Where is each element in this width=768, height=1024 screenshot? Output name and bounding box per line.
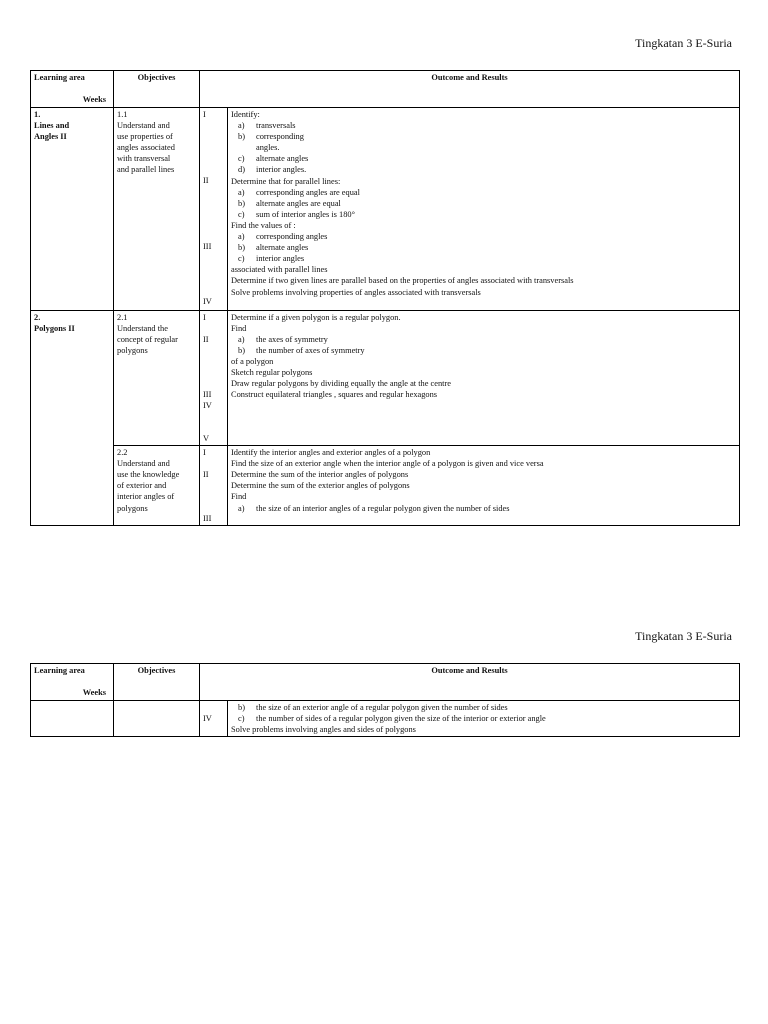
level-label: I [203, 448, 206, 458]
objective-line: with transversal [117, 154, 171, 164]
objective-line: of exterior and [117, 481, 167, 491]
outcome-line: Find [231, 492, 247, 502]
page-header: Tingkatan 3 E-Suria [635, 36, 732, 50]
outcome-line: Determine if two given lines are parallel based on the properties of angles associated with transversals [231, 276, 574, 286]
objective-line: Understand the [117, 323, 168, 333]
outcome-line: Find the values of : [231, 220, 296, 230]
outcome-item: a) corresponding angles are equal [238, 187, 360, 197]
area-number: 2. [34, 312, 41, 322]
outcome-item: angles. [256, 143, 280, 153]
objective-line: polygons [117, 503, 148, 513]
objective-line: and parallel lines [117, 165, 175, 175]
level-label: II [203, 334, 209, 344]
outcome-item: b) the size of an exterior angle of a regular polygon given the number of sides [238, 703, 508, 712]
learning-area-cell [31, 701, 114, 737]
outcome-item: a) the size of an interior angles of a regular polygon given the number of sides [238, 503, 510, 513]
outcome-line: Identify the interior angles and exterior angles of a polygon [231, 448, 431, 458]
outcome-line: Find [231, 323, 247, 333]
outcome-cell [228, 108, 740, 311]
outcome-line: Solve problems involving angles and sides of polygons [231, 725, 416, 735]
outcome-item: c) sum of interior angles is 180° [238, 209, 355, 219]
outcome-header: Outcome and Results [200, 71, 740, 108]
outcome-line: Determine the sum of the exterior angles of polygons [231, 481, 410, 491]
table-header-row [31, 664, 740, 701]
outcome-item: c) alternate angles [238, 154, 309, 164]
area-number: 1. [34, 110, 41, 119]
weeks-label: Weeks [82, 95, 106, 105]
outcome-item: b) alternate angles [238, 243, 309, 253]
level-label: III [203, 389, 212, 399]
objective-cell [114, 701, 200, 737]
objective-line: 2.1 [117, 312, 128, 322]
objective-line: polygons [117, 345, 148, 355]
level-label: IV [203, 400, 212, 410]
learning-area-header [31, 71, 114, 108]
outcome-line: Draw regular polygons by dividing equally the angle at the centre [231, 379, 452, 389]
outcome-item: b) corresponding [238, 132, 304, 142]
objective-cell [114, 108, 200, 311]
outcome-line: Sketch regular polygons [231, 368, 313, 378]
area-title: Polygons II [34, 323, 75, 333]
objectives-header: Objectives [114, 71, 200, 108]
outcome-line: Determine that for parallel lines: [231, 176, 341, 186]
objective-line: Understand and [117, 121, 170, 131]
level-cell [200, 108, 228, 311]
objective-line: 1.1 [117, 110, 128, 119]
table-row [31, 108, 740, 311]
learning-area-cell [31, 310, 114, 526]
objective-line: use the knowledge [117, 470, 180, 480]
outcome-line: Find the size of an exterior angle when the interior angle of a polygon is given and vice versa [231, 459, 544, 469]
learning-area-label: Learning area [34, 73, 85, 82]
level-label: II [203, 470, 209, 480]
table-header-row [31, 71, 740, 108]
page-header: Tingkatan 3 E-Suria [635, 629, 732, 643]
outcome-item: a) corresponding angles [238, 232, 328, 242]
objective-line: Understand and [117, 459, 170, 469]
outcome-cell [228, 446, 740, 526]
outcome-line: Identify: [231, 110, 260, 119]
objective-cell [114, 446, 200, 526]
level-cell [200, 310, 228, 445]
outcome-item: a) the axes of symmetry [238, 334, 328, 344]
outcome-line: Determine the sum of the interior angles of polygons [231, 470, 409, 480]
level-label: IV [203, 297, 212, 307]
outcome-line: Determine if a given polygon is a regular polygon. [231, 312, 401, 322]
outcome-item: c) the number of sides of a regular polygon given the size of the interior or exterior angle [238, 714, 546, 724]
outcome-line: of a polygon [231, 356, 274, 366]
level-label: II [203, 176, 209, 186]
objective-line: 2.2 [117, 448, 128, 458]
outcome-item: a) transversals [238, 121, 296, 131]
area-title: Angles II [34, 132, 67, 142]
outcome-header: Outcome and Results [200, 664, 740, 701]
outcome-cell [228, 310, 740, 445]
objective-line: concept of regular [117, 334, 178, 344]
area-title: Lines and [34, 121, 70, 131]
level-label: I [203, 110, 206, 119]
level-label: III [203, 242, 212, 252]
level-label: III [203, 514, 212, 524]
table-row [31, 310, 740, 445]
table-row [31, 701, 740, 737]
lesson-plan-table-continued [30, 663, 740, 737]
level-cell [200, 701, 228, 737]
weeks-label: Weeks [82, 688, 106, 698]
outcome-line: Construct equilateral triangles , squares and regular hexagons [231, 390, 438, 400]
learning-area-cell [31, 108, 114, 311]
objective-cell [114, 310, 200, 445]
objective-line: use properties of [117, 132, 173, 142]
objectives-header: Objectives [114, 664, 200, 701]
outcome-item: c) interior angles [238, 254, 305, 264]
objective-line: angles associated [117, 143, 175, 153]
outcome-cell [228, 701, 740, 737]
outcome-line: Solve problems involving properties of angles associated with transversals [231, 287, 481, 297]
objective-line: interior angles of [117, 492, 175, 502]
learning-area-header [31, 664, 114, 701]
lesson-plan-table [30, 70, 740, 526]
outcome-item: d) interior angles. [238, 165, 307, 175]
outcome-item: b) the number of axes of symmetry [238, 345, 365, 355]
learning-area-label: Learning area [34, 666, 85, 675]
level-label: IV [203, 714, 212, 723]
outcome-item: b) alternate angles are equal [238, 198, 341, 208]
level-cell [200, 446, 228, 526]
level-label: I [203, 312, 206, 322]
level-label: V [203, 433, 210, 443]
outcome-line: associated with parallel lines [231, 265, 328, 275]
table-row [31, 446, 740, 526]
